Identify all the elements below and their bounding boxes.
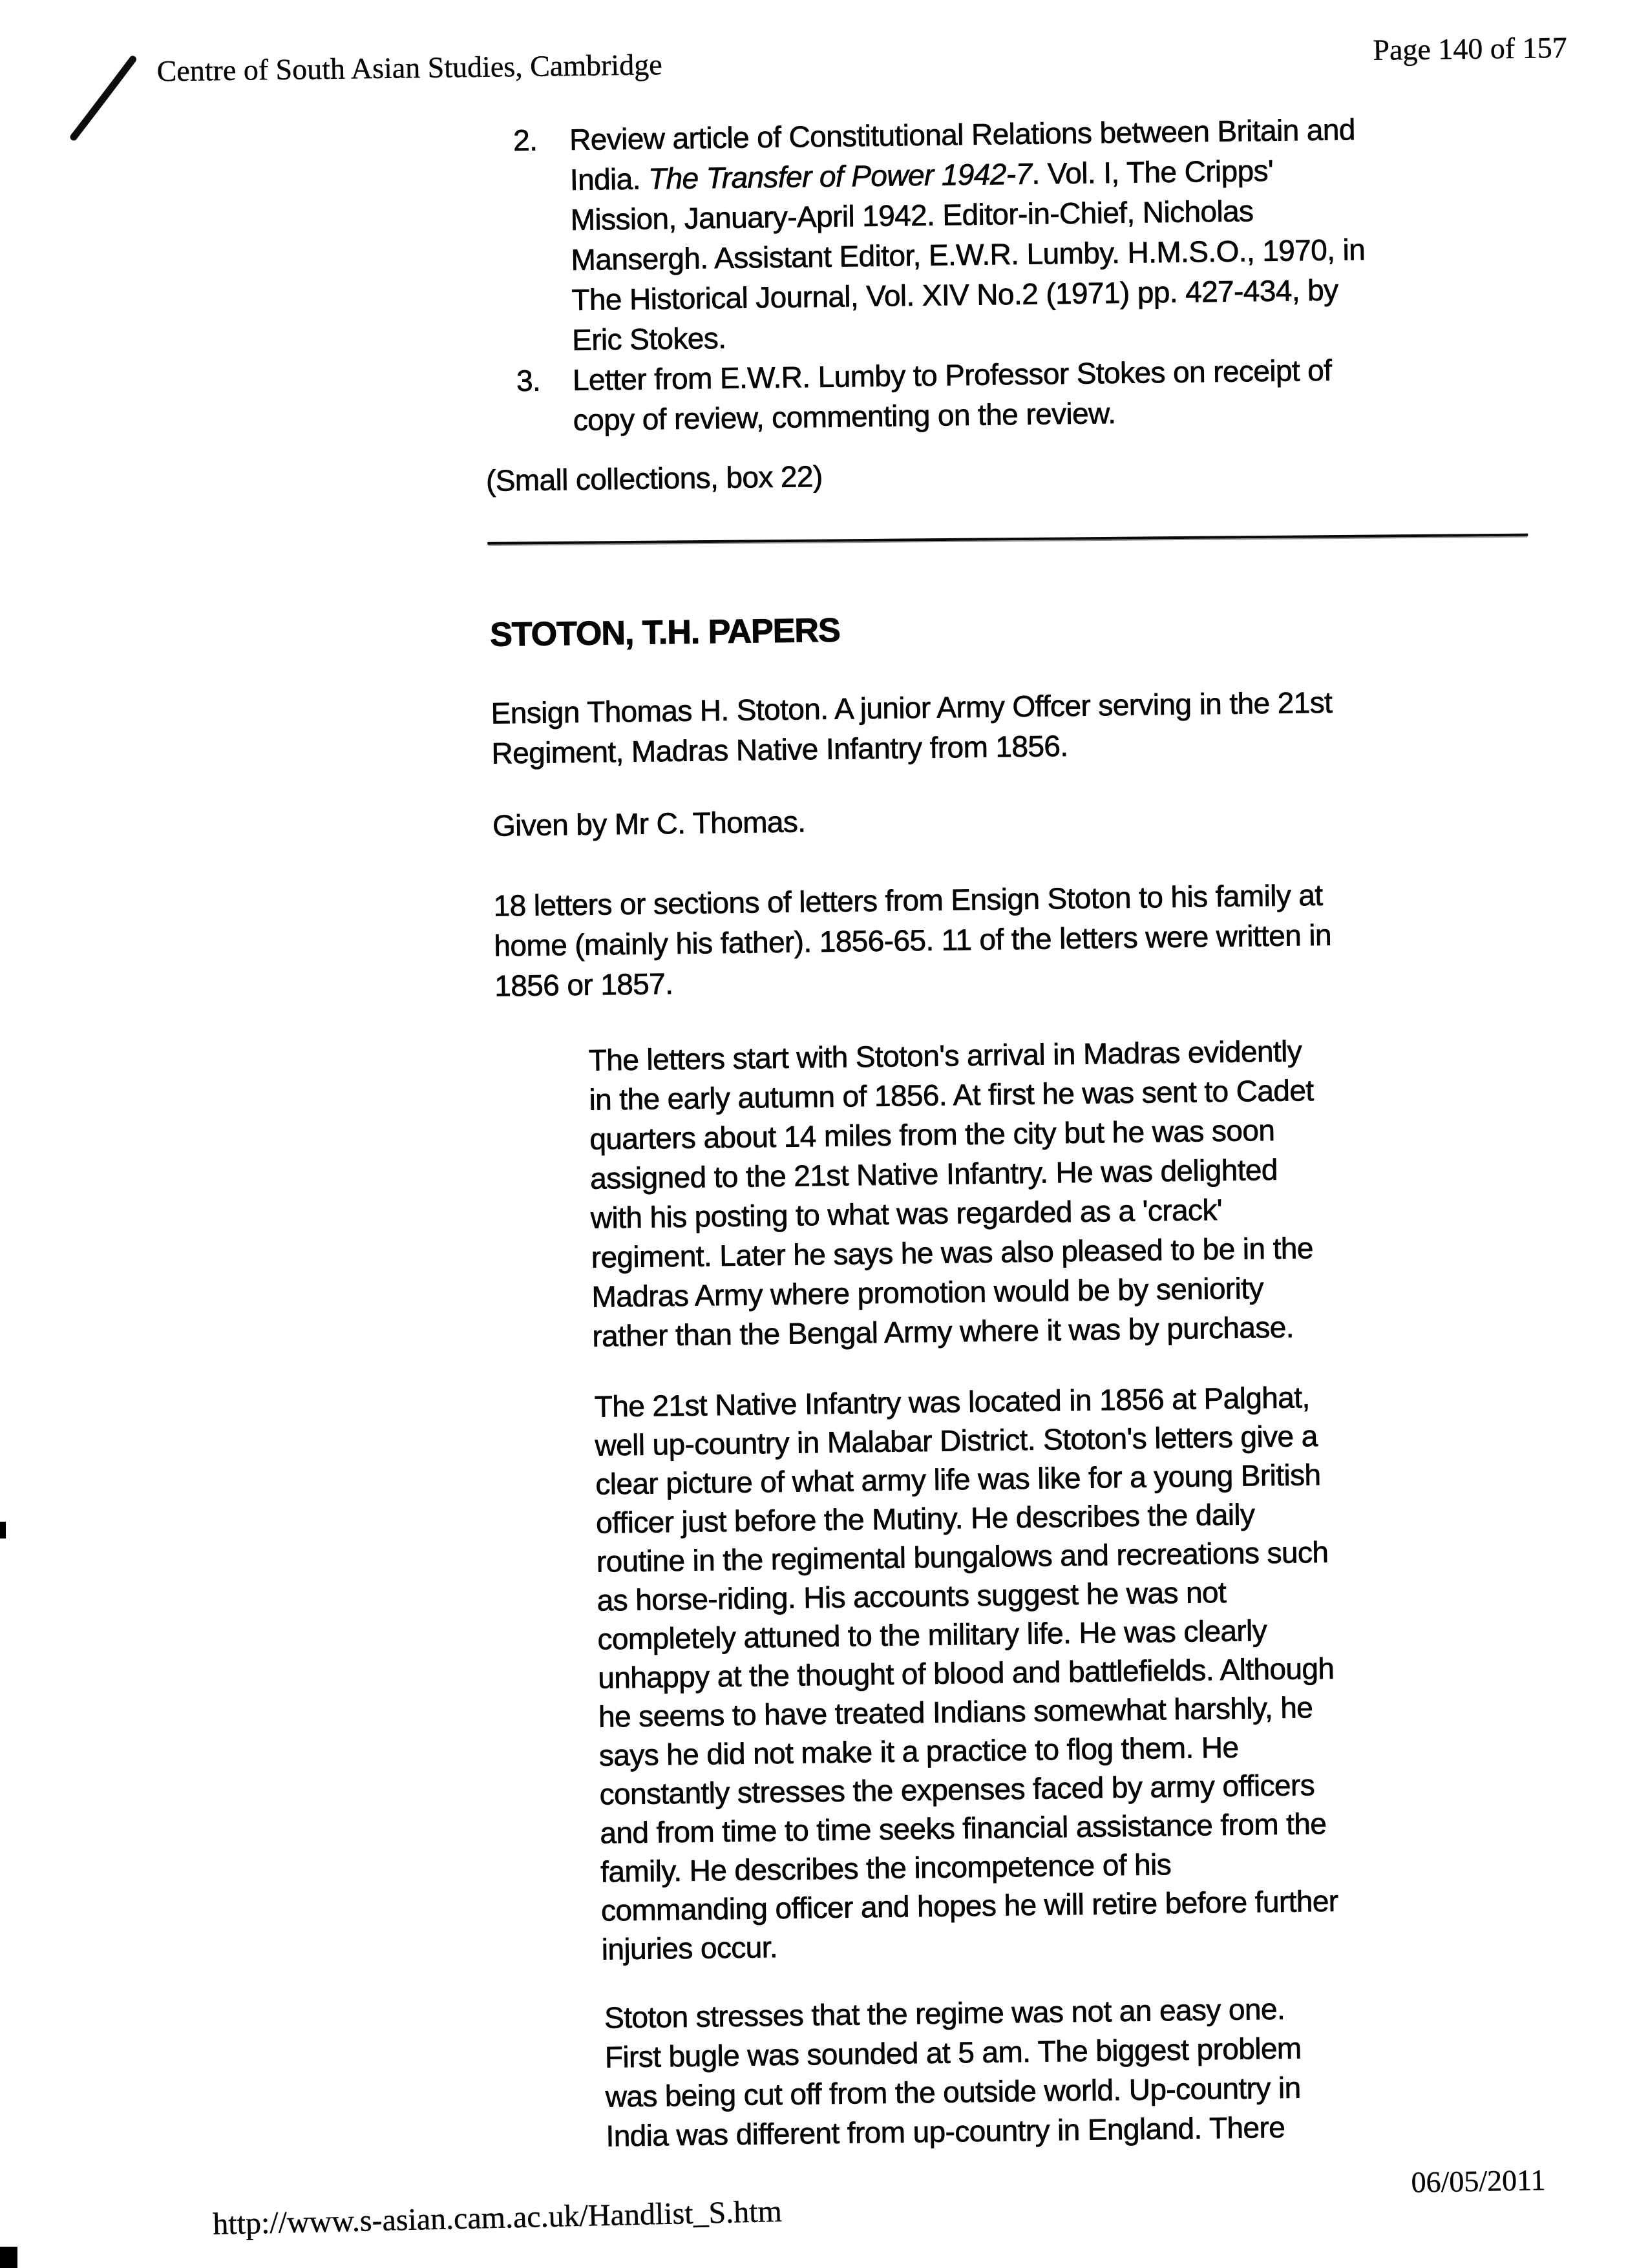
collection-summary: 18 letters or sections of letters from Ensign Stoton to his family at home (mainly his father). 1856-65. 11 of the letters were written in 1856 or 1857. bbox=[493, 877, 1332, 1003]
section-intro: Ensign Thomas H. Stoton. A junior Army Offcer serving in the 21st Regiment, Madras Native Infantry from 1856. bbox=[491, 685, 1333, 770]
scan-artifact-bottom-left bbox=[0, 2247, 17, 2268]
section-title: STOTON, T.H. PAPERS bbox=[489, 611, 841, 654]
list-item-2-text bbox=[569, 109, 1366, 360]
scan-artifact-left-edge bbox=[0, 1522, 6, 1538]
list-item-2-line: India. The Transfer of Power 1942-7. Vol. I, The Cripps' bbox=[569, 153, 1274, 197]
pen-slash-mark bbox=[66, 54, 151, 146]
footer-date: 06/05/2011 bbox=[1411, 2163, 1546, 2199]
list-item-2-line: Eric Stokes. bbox=[571, 320, 726, 357]
list-item-2-number: 2. bbox=[512, 123, 538, 158]
description-paragraph-2: The 21st Native Infantry was located in 1856 at Palghat, well up-country in Malabar District. Stoton's letters give a clear picture of what army life was like for a young British officer just before the Mutiny. He describes the daily routine in the regimental bungalows and recreations such as horse-riding. His accounts suggest he was not completely attuned to the military life. He was clearly unhappy at the thought of blood and battlefields. Although he seems to have treated Indians somewhat harshly, he says he did not make it a practice to flog them. He constantly stresses the expenses faced by army officers and from time to time seeks financial assistance from the family. He describes the incompetence of his commanding officer and hopes he will retire before further injuries occur. bbox=[594, 1380, 1338, 1966]
italic-title: The Transfer of Power 1942-7 bbox=[648, 156, 1032, 196]
header-page-number: Page 140 of 157 bbox=[1373, 30, 1567, 67]
list-item-3-text: Letter from E.W.R. Lumby to Professor Stokes on receipt of copy of review, commenting on the review. bbox=[572, 353, 1332, 437]
list-item-2-line: The Historical Journal, Vol. XIV No.2 (1971) pp. 427-434, by bbox=[571, 273, 1338, 317]
section-divider bbox=[487, 534, 1528, 545]
list-item-2-line: Mansergh. Assistant Editor, E.W.R. Lumby. H.M.S.O., 1970, in bbox=[571, 232, 1366, 277]
collection-note: (Small collections, box 22) bbox=[485, 459, 823, 498]
footer-url: http://www.s-asian.cam.ac.uk/Handlist_S.htm bbox=[212, 2194, 783, 2242]
header-title: Centre of South Asian Studies, Cambridge bbox=[156, 48, 662, 88]
donor-note: Given by Mr C. Thomas. bbox=[492, 804, 806, 843]
list-item-2-line: Review article of Constitutional Relations between Britain and bbox=[569, 112, 1356, 157]
list-item-2-line: Mission, January-April 1942. Editor-in-Chief, Nicholas bbox=[570, 194, 1254, 237]
list-item-3-number: 3. bbox=[516, 363, 541, 398]
description-paragraph-1: The letters start with Stoton's arrival in Madras evidently in the early autumn of 1856. At first he was sent to Cadet quarters about 14 miles from the city but he was soon assigned to the 21st Native Infantry. He was delighted with his posting to what was regarded as a 'crack' regiment. Later he says he was also pleased to be in the Madras Army where promotion would be by seniority rather than the Bengal Army where it was by purchase. bbox=[588, 1034, 1314, 1353]
description-paragraph-3: Stoton stresses that the regime was not an easy one. First bugle was sounded at 5 am. The biggest problem was being cut off from the outside world. Up-country in India was different from up-country in England. There bbox=[604, 1991, 1302, 2153]
